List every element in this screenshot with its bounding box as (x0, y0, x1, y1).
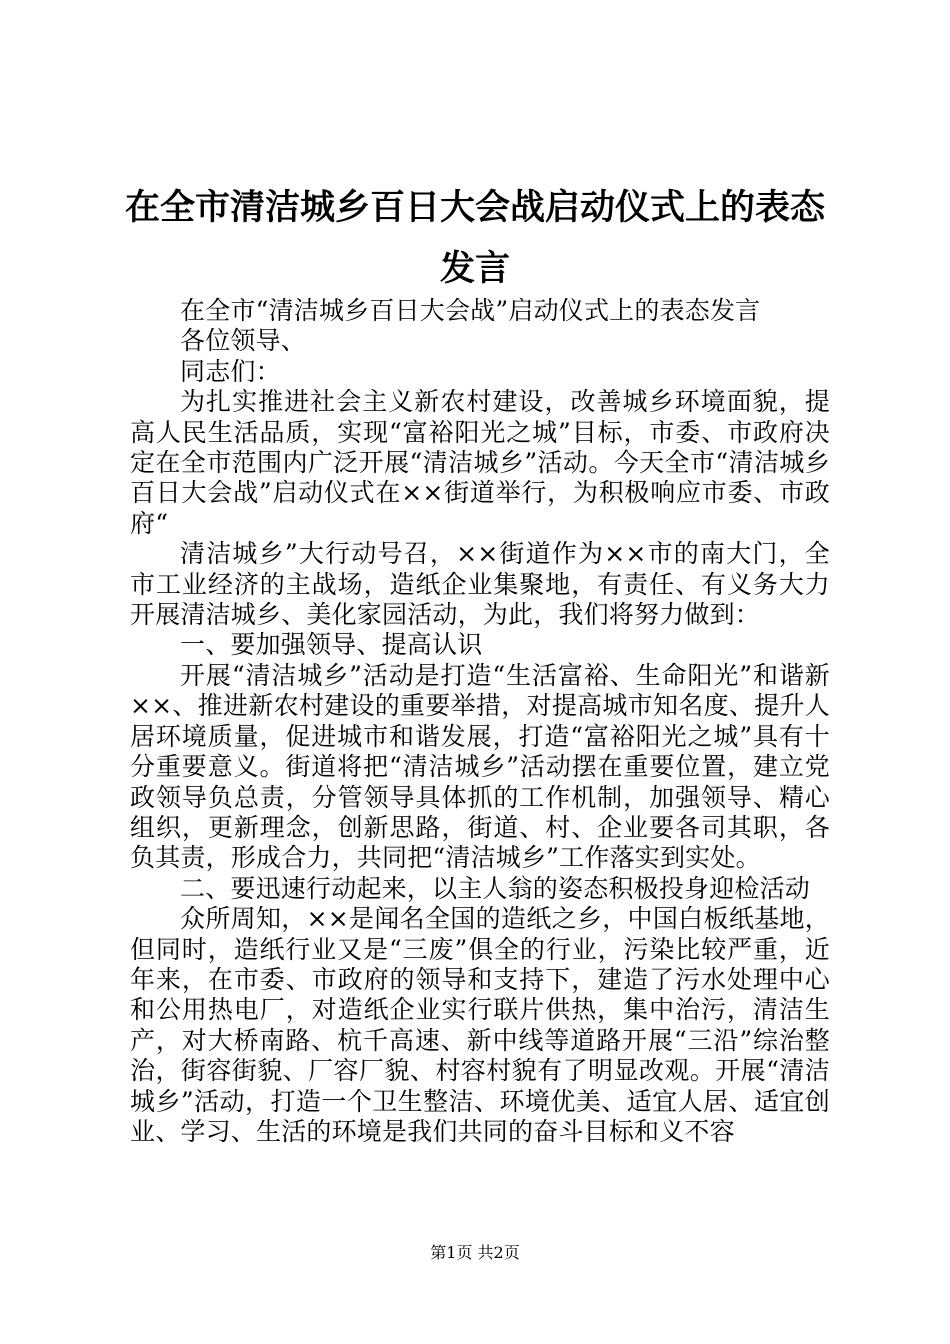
section-heading: 二、要迅速行动起来，以主人翁的姿态积极投身迎检活动 (180, 873, 811, 903)
section-heading: 一、要加强领导、提高认识 (180, 630, 483, 660)
salutation-comrades: 同志们： (180, 356, 281, 386)
salutation-leaders: 各位领导、 (180, 326, 307, 356)
document-body (130, 296, 830, 1147)
body-paragraph: 清洁城乡”大行动号召，××街道作为××市的南大门，全市工业经济的主战场，造纸企业集聚地，有责任、有义务大力开展清洁城乡、美化家园活动，为此，我们将努力做到： (130, 539, 830, 630)
page-number-footer: 第1页 共2页 (430, 1243, 520, 1262)
document-title-line-1: 在全市清洁城乡百日大会战启动仪式上的表态 (124, 188, 825, 228)
document-title-line-2: 发言 (439, 249, 510, 289)
body-paragraph: 众所周知，××是闻名全国的造纸之乡，中国白板纸基地，但同时，造纸行业又是“三废”俱全的行业，污染比较严重，近年来，在市委、市政府的领导和支持下，建造了污水处理中心和公用热电厂，对造纸企业实行联片供热，集中治污，清洁生产，对大桥南路、杭千高速、新中线等道路开展“三沿”综治整治，街容街貌、厂容厂貌、村容村貌有了明显改观。开展“清洁城乡”活动，打造一个卫生整洁、环境优美、适宜人居、适宜创业、学习、生活的环境是我们共同的奋斗目标和义不容 (130, 904, 830, 1146)
subtitle-paragraph: 在全市“清洁城乡百日大会战”启动仪式上的表态发言 (180, 296, 761, 325)
body-paragraph: 为扎实推进社会主义新农村建设，改善城乡环境面貌，提高人民生活品质，实现“富裕阳光之城”目标，市委、市政府决定在全市范围内广泛开展“清洁城乡”活动。今天全市“清洁城乡百日大会战”启动仪式在××街道举行，为积极响应市委、市政府“ (130, 387, 830, 538)
body-paragraph: 开展“清洁城乡”活动是打造“生活富裕、生命阳光”和谐新××、推进新农村建设的重要举措，对提高城市知名度、提升人居环境质量，促进城市和谐发展，打造“富裕阳光之城”具有十分重要意义。街道将把“清洁城乡”活动摆在重要位置，建立党政领导负总责，分管领导具体抓的工作机制，加强领导、精心组织，更新理念，创新思路，街道、村、企业要各司其职，各负其责，形成合力，共同把“清洁城乡”工作落实到实处。 (130, 660, 830, 873)
